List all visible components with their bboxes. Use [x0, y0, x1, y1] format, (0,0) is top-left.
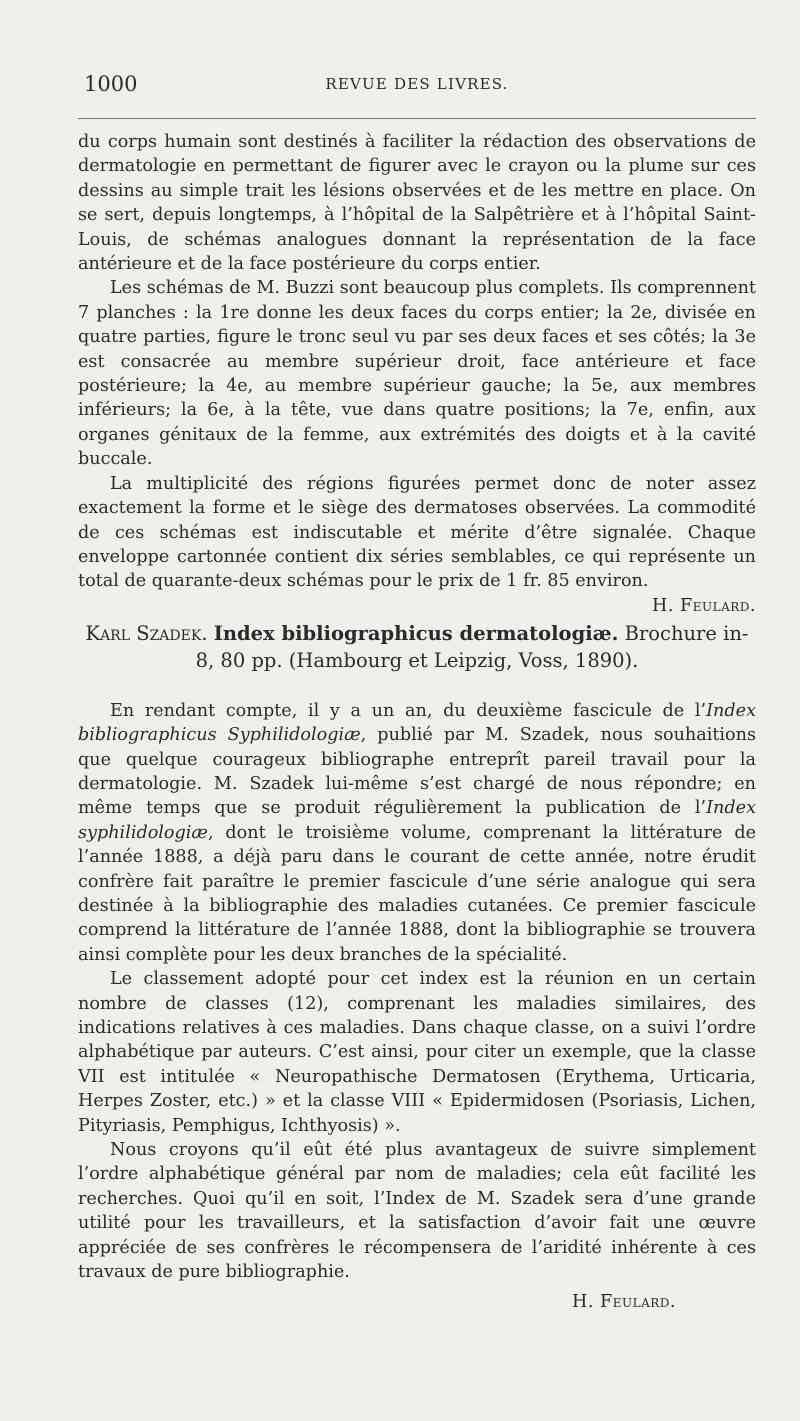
review-book-title: Index bibliographicus dermatologiæ. [213, 621, 619, 645]
paragraph: Le classement adopté pour cet index est la réunion en un certain nombre de classes (12), comprenant les maladies similaires, des indications relatives à ces maladies. Dans chaque classe, on a suivi l’ordre alphabétique par auteurs. C’est ainsi, pour citer un exemple, que la classe VII est intitulée « Neuropathische Dermatosen (Erythema, Urticaria, Herpes Zoster, etc.) » et la classe VIII « Epidermidosen (Psoriasis, Lichen, Pityriasis, Pemphigus, Ichthyosis) ». [78, 969, 756, 1136]
paragraph: Nous croyons qu’il eût été plus avantageux de suivre simplement l’ordre alphabétique général par nom de maladies; cela eût facilité les recherches. Quoi qu’il en soit, l’Index de M. Szadek sera d’une grande utilité pour les travailleurs, et la satisfaction d’avoir fait une œuvre appréciée de ses confrères le récompensera de l’aridité inhérente à ces travaux de pure bibliographie. [78, 1140, 756, 1283]
paragraph: Les schémas de M. Buzzi sont beaucoup plus complets. Ils comprennent 7 planches : la 1re donne les deux faces du corps entier; la 2e, divisée en quatre parties, figure le tronc seul vu par ses deux faces et ses côtés; la 3e est consacrée au membre supérieur droit, face antérieure et face postérieure; la 4e, au membre supérieur gauche; la 5e, aux membres inférieurs; la 6e, à la tête, vue dans quatre positions; la 7e, enfin, aux organes génitaux de la femme, aux extrémités des doigts et à la cavité buccale. [78, 278, 756, 470]
review-author: Karl Szadek. [85, 621, 208, 645]
text-run: , dont le troisième volume, comprenant la littérature de l’année 1888, a déjà paru dans le courant de cette année, notre érudit confrère fait paraître le premier fascicule d’une série analogue qui sera destinée à la bibliographie des maladies cutanées. Ce premier fascicule comprend la littérature de l’année 1888, dont la bibliographie se trouvera ainsi complète pour les deux branches de la spécialité. [78, 822, 756, 965]
italic-title: Index bibliographicus Syphilidologiæ [78, 700, 756, 746]
signature: H. Feulard. [572, 1292, 676, 1313]
paragraph [78, 699, 756, 967]
paragraph-text: La multiplicité des régions figurées permet donc de noter assez exactement la forme et le siège des dermatoses observées. La commodité de ces schémas est indiscutable et mérite d’être signalée. Chaque enveloppe cartonnée contient dix séries semblables, ce qui représente un total de quarante-deux schémas pour le prix de 1 fr. 85 environ. [78, 473, 756, 592]
review-heading [78, 620, 756, 674]
text-run: En rendant compte, il y a un an, du deuxième fascicule de l’ [110, 700, 707, 721]
text-run: , publié par M. Szadek, nous souhaitions que quelque courageux bibliographe entreprît pareil travail pour la dermatologie. M. Szadek lui-même s’est chargé de nous répondre; en même temps que se produit régulièrement la publication de l’ [78, 725, 757, 819]
paragraph [78, 472, 756, 616]
page-number: 1000 [84, 72, 138, 96]
paragraph: du corps humain sont destinés à faciliter la rédaction des observations de dermatologie en permettant de figurer avec le crayon ou la plume sur ces dessins au simple trait les lésions observées et de les mettre en place. On se sert, depuis longtemps, à l’hôpital de la Salpêtrière et à l’hôpital Saint-Louis, de schémas analogues donnant la représentation de la face antérieure et de la face postérieure du corps entier. [78, 132, 756, 275]
review-book-details: Brochure in-8, 80 pp. (Hambourg et Leipzig, Voss, 1890). [195, 621, 749, 672]
page-header [78, 72, 756, 102]
italic-title: Index syphilidologiæ [78, 798, 756, 843]
signature: H. Feulard. [652, 595, 756, 616]
article-body [78, 130, 756, 1315]
running-title: REVUE DES LIVRES. [325, 75, 509, 93]
header-rule [78, 118, 756, 119]
